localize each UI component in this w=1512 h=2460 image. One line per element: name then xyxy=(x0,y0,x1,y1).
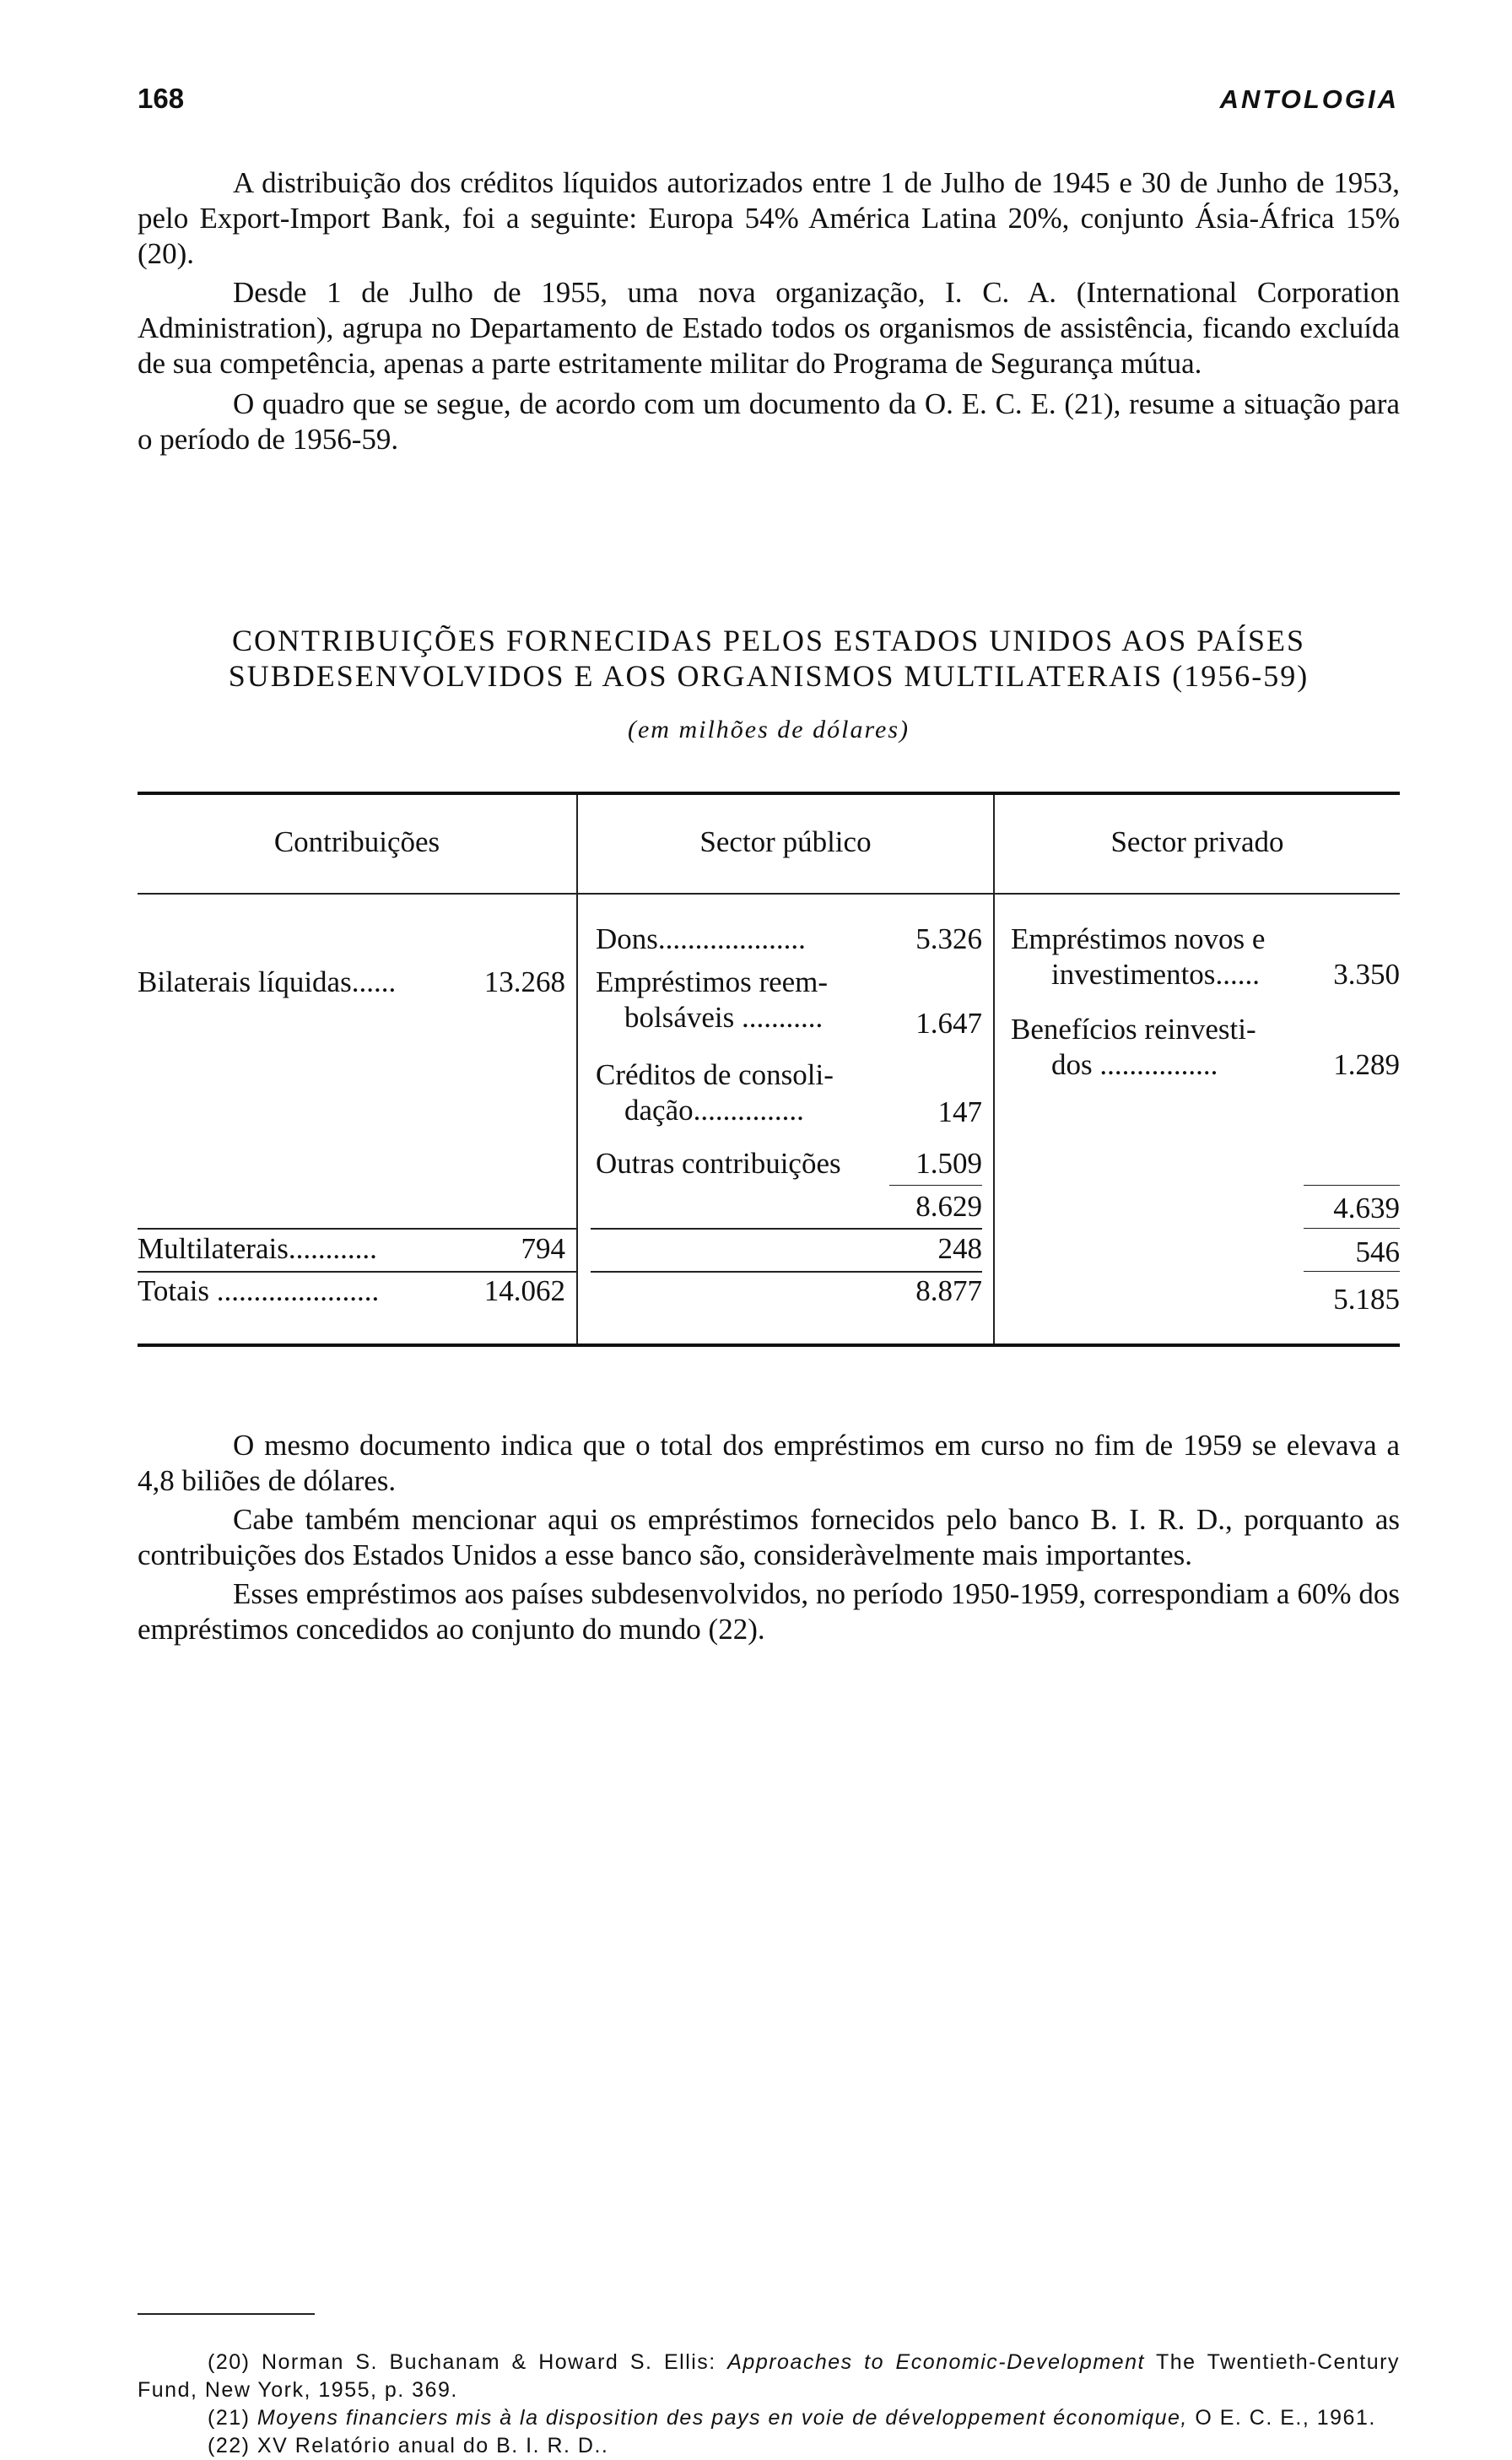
value-emprestimos-reembolsaveis: 1.647 xyxy=(915,1007,982,1040)
paragraph: O mesmo documento indica que o total dos empréstimos em curso no fim de 1959 se elevava a 4,8 biliões de dólares. xyxy=(138,1429,1400,1497)
item-emprestimos-reembolsaveis-line1: Empréstimos reem- xyxy=(596,965,829,998)
value-beneficios-reinvestidos: 1.289 xyxy=(1333,1048,1400,1081)
item-emprestimos-reembolsaveis-line2: bolsáveis ........... xyxy=(624,1001,824,1034)
table-title-line: SUBDESENVOLVIDOS E AOS ORGANISMOS MULTILATERAIS (1956-59) xyxy=(228,659,1310,693)
paragraph: Cabe também mencionar aqui os empréstimos fornecidos pelo banco B. I. R. D., porquanto as contribuições dos Estados Unidos a esse banco são, consideràvelmente mais importantes. xyxy=(138,1503,1400,1571)
row-label-bilaterais: Bilaterais líquidas...... xyxy=(138,965,397,998)
subtotal-rule xyxy=(1304,1185,1400,1186)
column-divider xyxy=(576,795,578,1345)
table-title-line: CONTRIBUIÇÕES FORNECIDAS PELOS ESTADOS UNIDOS AOS PAÍSES xyxy=(232,624,1305,657)
item-outras-contribuicoes: Outras contribuições xyxy=(596,1147,841,1180)
value-multilaterais-publico: 248 xyxy=(937,1232,982,1265)
intro-text xyxy=(138,165,1400,457)
footnote-21: (21) Moyens financiers mis à la disposition des pays en voie de développement économique, O E. C. E., 1961. xyxy=(208,2406,1376,2430)
footnote-22: (22) XV Relatório anual do B. I. R. D.. xyxy=(208,2434,609,2457)
row-rule xyxy=(1304,1271,1400,1272)
row-rule xyxy=(591,1228,982,1230)
item-emprestimos-novos-line2: investimentos...... xyxy=(1051,958,1260,991)
table-top-rule xyxy=(138,792,1400,795)
value-outras-contribuicoes: 1.509 xyxy=(915,1147,982,1180)
item-dons: Dons.................... xyxy=(596,922,806,955)
value-multilaterais-privado: 546 xyxy=(1355,1235,1400,1268)
paragraph: O quadro que se segue, de acordo com um documento da O. E. C. E. (21), resume a situação para o período de 1956-59. xyxy=(138,387,1400,456)
footnotes xyxy=(138,2349,1400,2460)
paragraph: Esses empréstimos aos países subdesenvolvidos, no período 1950-1959, correspondiam a 60% dos empréstimos concedidos ao conjunto do mundo (22). xyxy=(138,1577,1400,1646)
value-emprestimos-novos: 3.350 xyxy=(1333,958,1400,991)
row-rule xyxy=(138,1271,576,1273)
footnote-20: (20) Norman S. Buchanam & Howard S. Ellis: Approaches to Economic-Development The Twentieth-Century Fund, New York, 1955, p. 369. xyxy=(138,2350,1400,2402)
value-multilaterais: 794 xyxy=(521,1232,565,1265)
table-subtitle: (em milhões de dólares) xyxy=(628,716,910,743)
subtotal-publico: 8.629 xyxy=(915,1190,982,1223)
item-creditos-consolidacao-line1: Créditos de consoli- xyxy=(596,1058,834,1091)
table-bottom-rule xyxy=(138,1344,1400,1347)
column-divider xyxy=(993,795,995,1345)
row-label-totais: Totais ...................... xyxy=(138,1274,380,1307)
page-number: 168 xyxy=(138,83,185,114)
header-contribuicoes: Contribuições xyxy=(273,825,440,858)
header-sector-publico: Sector público xyxy=(699,825,872,858)
row-rule xyxy=(138,1228,576,1230)
after-text xyxy=(138,1428,1400,1647)
row-rule xyxy=(591,1271,982,1273)
row-label-multilaterais: Multilaterais............ xyxy=(138,1232,377,1265)
item-creditos-consolidacao-line2: dação............... xyxy=(624,1094,804,1127)
subtotal-privado: 4.639 xyxy=(1333,1192,1400,1225)
row-rule xyxy=(1304,1228,1400,1229)
value-totais-privado: 5.185 xyxy=(1333,1283,1400,1316)
item-emprestimos-novos-line1: Empréstimos novos e xyxy=(1011,922,1266,955)
value-creditos-consolidacao: 147 xyxy=(937,1095,982,1128)
value-dons: 5.326 xyxy=(915,922,982,955)
value-bilaterais: 13.268 xyxy=(483,965,565,998)
paragraph: Desde 1 de Julho de 1955, uma nova organização, I. C. A. (International Corporation Administration), agrupa no Departamento de Estado todos os organismos de assistência, ficando excluída de sua competência, apenas a parte estritamente militar do Programa de Segurança mútua. xyxy=(138,276,1400,380)
footnote-rule xyxy=(138,2313,315,2315)
paragraph: A distribuição dos créditos líquidos autorizados entre 1 de Julho de 1945 e 30 de Junho de 1953, pelo Export-Import Bank, foi a seguinte: Europa 54% América Latina 20%, conjunto Ásia-África 15% (20). xyxy=(138,166,1400,270)
value-totais-publico: 8.877 xyxy=(915,1274,982,1307)
value-totais: 14.062 xyxy=(483,1274,565,1307)
header-rule xyxy=(138,893,1400,895)
table-title xyxy=(138,623,1400,694)
subtotal-rule xyxy=(889,1185,982,1186)
item-beneficios-reinvestidos-line2: dos ................ xyxy=(1051,1048,1218,1081)
item-beneficios-reinvestidos-line1: Benefícios reinvesti- xyxy=(1011,1013,1256,1046)
running-title: ANTOLOGIA xyxy=(1219,84,1399,114)
header-sector-privado: Sector privado xyxy=(1110,825,1284,858)
